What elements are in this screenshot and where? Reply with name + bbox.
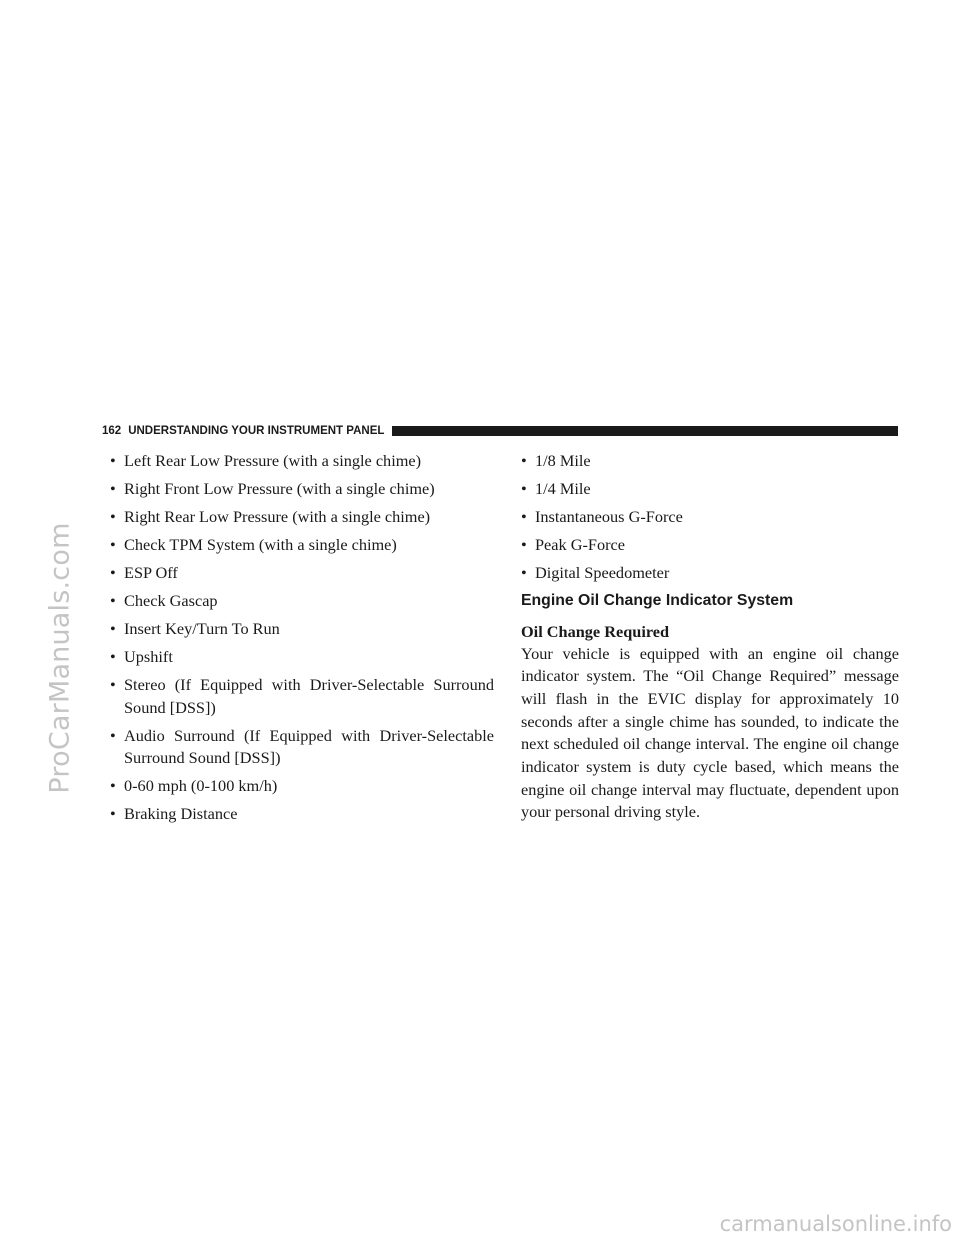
list-item-text: Instantaneous G-Force xyxy=(535,507,683,526)
right-bullet-list xyxy=(521,450,899,585)
list-item xyxy=(521,478,899,501)
page-number: 162 xyxy=(102,425,122,437)
list-item-text: Check TPM System (with a single chime) xyxy=(124,535,397,554)
list-item-text: Check Gascap xyxy=(124,591,218,610)
left-column xyxy=(110,450,494,831)
list-item xyxy=(521,506,899,529)
bullet-glyph: • xyxy=(521,563,527,582)
list-item-text: Right Rear Low Pressure (with a single chime) xyxy=(124,507,431,526)
bullet-glyph: • xyxy=(110,479,116,498)
list-item-text: Digital Speedometer xyxy=(535,563,670,582)
list-item xyxy=(110,775,494,798)
list-item-text: ESP Off xyxy=(124,563,178,582)
page-header xyxy=(102,420,898,442)
body-paragraph: Your vehicle is equipped with an engine oil change indicator system. The “Oil Change Required” message will flash in the EVIC display for approximately 10 seconds after a single chime has sounded, to indicate the next scheduled oil change interval. The engine oil change indicator system is duty cycle based, which means the engine oil change interval may fluctuate, dependent upon your personal driving style. xyxy=(521,643,899,822)
list-item-text: Left Rear Low Pressure (with a single chime) xyxy=(124,451,422,470)
header-rule xyxy=(392,426,898,436)
bullet-glyph: • xyxy=(521,479,527,498)
list-item xyxy=(521,562,899,585)
list-item xyxy=(110,506,494,529)
bullet-glyph: • xyxy=(110,647,116,666)
side-watermark: ProCarManuals.com xyxy=(44,522,76,794)
list-item-text: Peak G-Force xyxy=(535,535,625,554)
bullet-glyph: • xyxy=(110,776,116,795)
list-item xyxy=(110,590,494,613)
list-item-text: 1/8 Mile xyxy=(535,451,591,470)
list-item-text: Right Front Low Pressure (with a single chime) xyxy=(124,479,435,498)
list-item xyxy=(110,725,494,770)
left-bullet-list xyxy=(110,450,494,826)
bullet-glyph: • xyxy=(110,804,116,823)
list-item-text: Insert Key/Turn To Run xyxy=(124,619,280,638)
section-heading: Engine Oil Change Indicator System xyxy=(521,592,794,609)
bottom-watermark: carmanualsonline.info xyxy=(719,1212,952,1236)
list-item xyxy=(110,478,494,501)
list-item xyxy=(110,534,494,557)
list-item xyxy=(110,450,494,473)
list-item xyxy=(110,803,494,826)
bullet-glyph: • xyxy=(110,451,116,470)
bullet-glyph: • xyxy=(110,535,116,554)
list-item xyxy=(521,534,899,557)
list-item xyxy=(110,674,494,719)
list-item xyxy=(110,562,494,585)
bullet-glyph: • xyxy=(110,591,116,610)
list-item xyxy=(110,646,494,669)
bullet-glyph: • xyxy=(110,675,116,694)
bullet-glyph: • xyxy=(521,507,527,526)
bullet-glyph: • xyxy=(521,451,527,470)
bullet-glyph: • xyxy=(110,563,116,582)
list-item-text: 0-60 mph (0-100 km/h) xyxy=(124,776,278,795)
bullet-glyph: • xyxy=(110,507,116,526)
bullet-glyph: • xyxy=(521,535,527,554)
list-item-text: Audio Surround (If Equipped with Driver-Selectable Surround Sound [DSS]) xyxy=(124,725,494,767)
list-item-text: Braking Distance xyxy=(124,804,238,823)
list-item-text: 1/4 Mile xyxy=(535,479,591,498)
sub-heading: Oil Change Required xyxy=(521,621,670,641)
list-item-text: Stereo (If Equipped with Driver-Selectable Surround Sound [DSS]) xyxy=(124,675,494,717)
right-column xyxy=(521,450,899,824)
running-section-title: UNDERSTANDING YOUR INSTRUMENT PANEL xyxy=(128,425,385,437)
list-item xyxy=(521,450,899,473)
list-item-text: Upshift xyxy=(124,647,173,666)
bullet-glyph: • xyxy=(110,619,116,638)
bullet-glyph: • xyxy=(110,725,116,745)
list-item xyxy=(110,618,494,641)
